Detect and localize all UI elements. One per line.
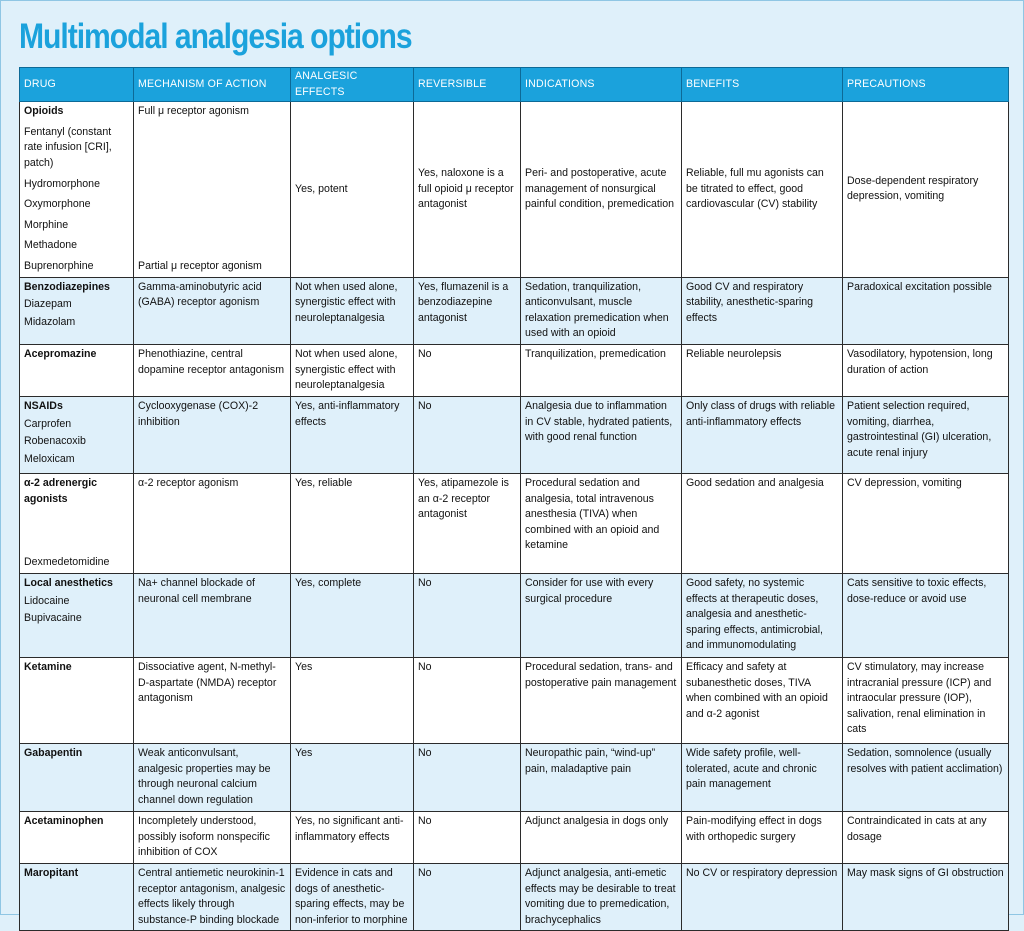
drug-sub: Bupivacaine [24,612,82,625]
benefits-cell: Good safety, no systemic effects at therapeutic doses, analgesia and anesthetic-sparing effects, antimicrobial, and immunomodulating [682,573,843,657]
precautions-cell: Sedation, somnolence (usually resolves with patient acclimation) [843,743,1009,811]
drug-sub: Fentanyl (constant rate infusion [CRI], patch) [24,125,112,169]
precautions-cell: Vasodilatory, hypotension, long duration of action [843,344,1009,396]
benefits-cell: Good CV and respiratory stability, anesthetic-sparing effects [682,277,843,344]
analgesia-table [19,67,1009,931]
reversible-cell: No [414,863,521,930]
drug-name: Gabapentin [24,746,83,759]
reversible-text: Yes, naloxone is a full opioid μ receptor antagonist [418,166,514,211]
mechanism-cell: α-2 receptor agonism [134,473,291,573]
drug-cell [20,102,134,277]
drug-sub: Midazolam [24,315,76,328]
precautions-cell: CV stimulatory, may increase intracranial pressure (ICP) and intraocular pressure (IOP), salivation, renal elimination in cats [843,657,1009,743]
table-row [20,573,1009,657]
indications-cell: Sedation, tranquilization, anticonvulsant, muscle relaxation premedication when used with an opioid [521,277,682,344]
mechanism-cell: Central antiemetic neurokinin-1 receptor antagonism, analgesic effects likely through substance-P binding blockade [134,863,291,930]
drug-sub: Robenacoxib [24,435,86,448]
drug-name: Local anesthetics [24,576,113,589]
analgesic-cell [291,102,414,277]
benefits-text: Reliable, full mu agonists can be titrated to effect, good cardiovascular (CV) stability [686,166,824,211]
table-row [20,396,1009,473]
drug-name: Ketamine [24,660,72,673]
analgesic-cell: Not when used alone, synergistic effect with neuroleptanalgesia [291,277,414,344]
reversible-cell: Yes, atipamezole is an α-2 receptor antagonist [414,473,521,573]
header-precautions: PRECAUTIONS [843,68,1009,102]
analgesic-cell: Yes [291,657,414,743]
table-row [20,863,1009,930]
indications-cell [521,102,682,277]
header-analgesic: ANALGESIC EFFECTS [291,68,414,102]
drug-sub: Diazepam [24,298,72,311]
reversible-cell: No [414,573,521,657]
benefits-cell: Efficacy and safety at subanesthetic doses, TIVA when combined with an opioid and α-2 agonist [682,657,843,743]
precautions-cell: Paradoxical excitation possible [843,277,1009,344]
benefits-cell: Good sedation and analgesia [682,473,843,573]
table-row [20,102,1009,277]
drug-cell [20,863,134,930]
reversible-cell: No [414,811,521,863]
drug-cell [20,473,134,573]
drug-sub: Hydromorphone [24,177,100,190]
indications-cell: Tranquilization, premedication [521,344,682,396]
drug-sub: Morphine [24,218,69,231]
indications-cell: Adjunct analgesia in dogs only [521,811,682,863]
drug-cell [20,657,134,743]
mechanism-cell: Cyclooxygenase (COX)-2 inhibition [134,396,291,473]
analgesic-cell: Yes [291,743,414,811]
mechanism-cell: Phenothiazine, central dopamine receptor antagonism [134,344,291,396]
benefits-cell: Wide safety profile, well-tolerated, acute and chronic pain management [682,743,843,811]
reversible-cell: No [414,743,521,811]
table-row [20,277,1009,344]
table-row [20,473,1009,573]
reversible-cell: No [414,344,521,396]
drug-cell [20,573,134,657]
drug-name: Acetaminophen [24,814,104,827]
analgesic-cell: Evidence in cats and dogs of anesthetic-sparing effects, may be non-inferior to morphine [291,863,414,930]
precautions-cell: Contraindicated in cats at any dosage [843,811,1009,863]
benefits-cell: Only class of drugs with reliable anti-inflammatory effects [682,396,843,473]
drug-cell [20,811,134,863]
indications-cell: Neuropathic pain, “wind-up” pain, maladaptive pain [521,743,682,811]
drug-sub: Buprenorphine [24,259,94,272]
indications-cell: Adjunct analgesia, anti-emetic effects may be desirable to treat vomiting due to premedication, brachycephalics [521,863,682,930]
drug-cell [20,277,134,344]
header-benefits: BENEFITS [682,68,843,102]
analgesic-text: Yes, potent [295,182,348,195]
drug-sub: Methadone [24,239,78,252]
benefits-cell: Reliable neurolepsis [682,344,843,396]
header-indications: INDICATIONS [521,68,682,102]
mechanism-cell: Incompletely understood, possibly isoform nonspecific inhibition of COX [134,811,291,863]
benefits-cell: Pain-modifying effect in dogs with orthopedic surgery [682,811,843,863]
indications-cell: Analgesia due to inflammation in CV stable, hydrated patients, with good renal function [521,396,682,473]
table-header-row [20,68,1009,102]
drug-sub: Meloxicam [24,452,75,465]
drug-cell [20,743,134,811]
page-title: Multimodal analgesia options [19,17,412,56]
indications-text: Peri- and postoperative, acute management of nonsurgical painful condition, premedication [525,166,674,211]
mechanism-cell: Gamma-aminobutyric acid (GABA) receptor agonism [134,277,291,344]
benefits-cell: No CV or respiratory depression [682,863,843,930]
table-row [20,811,1009,863]
benefits-cell [682,102,843,277]
table-row [20,344,1009,396]
reversible-cell: Yes, flumazenil is a benzodiazepine antagonist [414,277,521,344]
header-drug: DRUG [20,68,134,102]
mechanism-cell: Na+ channel blockade of neuronal cell membrane [134,573,291,657]
header-reversible: REVERSIBLE [414,68,521,102]
mechanism-cell: Weak anticonvulsant, analgesic properties may be through neuronal calcium channel down regulation [134,743,291,811]
drug-name: Maropitant [24,866,79,879]
drug-name: Benzodiazepines [24,280,110,293]
table-row [20,657,1009,743]
analgesic-cell: Yes, anti-inflammatory effects [291,396,414,473]
indications-cell: Consider for use with every surgical procedure [521,573,682,657]
header-mechanism: MECHANISM OF ACTION [134,68,291,102]
drug-sub: Carprofen [24,417,72,430]
mechanism-cell: Dissociative agent, N-methyl-D-aspartate (NMDA) receptor antagonism [134,657,291,743]
mechanism-partial: Partial μ receptor agonism [138,259,262,272]
drug-cell [20,396,134,473]
table-row [20,743,1009,811]
reversible-cell [414,102,521,277]
precautions-text: Dose-dependent respiratory depression, vomiting [847,174,979,203]
analgesic-cell: Yes, reliable [291,473,414,573]
drug-sub: Oxymorphone [24,198,91,211]
drug-cell [20,344,134,396]
analgesic-cell: Not when used alone, synergistic effect with neuroleptanalgesia [291,344,414,396]
precautions-cell [843,102,1009,277]
drug-name: α-2 adrenergic agonists [24,476,98,505]
analgesic-cell: Yes, no significant anti-inflammatory effects [291,811,414,863]
precautions-cell: Cats sensitive to toxic effects, dose-reduce or avoid use [843,573,1009,657]
indications-cell: Procedural sedation and analgesia, total intravenous anesthesia (TIVA) when combined with an opioid and ketamine [521,473,682,573]
drug-sub: Lidocaine [24,594,70,607]
analgesic-cell: Yes, complete [291,573,414,657]
drug-name: Acepromazine [24,347,97,360]
drug-sub: Dexmedetomidine [24,556,110,569]
reversible-cell: No [414,396,521,473]
mechanism-cell [134,102,291,277]
reversible-cell: No [414,657,521,743]
precautions-cell: CV depression, vomiting [843,473,1009,573]
drug-name: NSAIDs [24,399,63,412]
precautions-cell: Patient selection required, vomiting, diarrhea, gastrointestinal (GI) ulceration, acute renal injury [843,396,1009,473]
drug-name: Opioids [24,105,64,118]
precautions-cell: May mask signs of GI obstruction [843,863,1009,930]
mechanism-full: Full μ receptor agonism [138,105,249,118]
indications-cell: Procedural sedation, trans- and postoperative pain management [521,657,682,743]
